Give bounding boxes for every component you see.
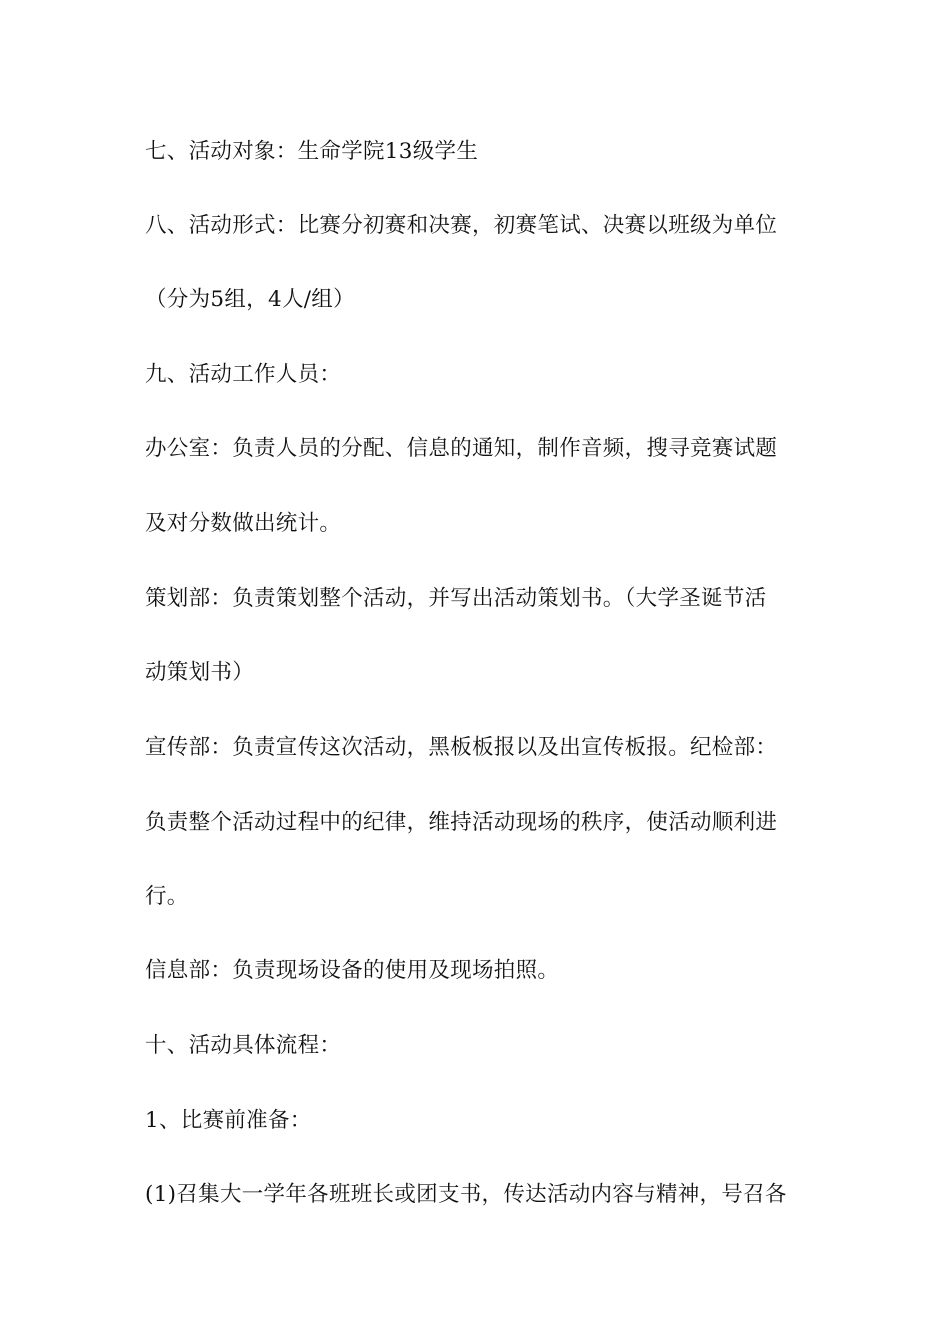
text-line-publicity: 宣传部：负责宣传这次活动，黑板板报以及出宣传板报。纪检部： — [145, 735, 778, 760]
text-line-office: 办公室：负责人员的分配、信息的通知，制作音频，搜寻竞赛试题 — [145, 436, 778, 461]
text-line-office-cont: 及对分数做出统计。 — [145, 511, 342, 536]
text-line-target-audience: 七、活动对象：生命学院13级学生 — [145, 139, 479, 164]
text-line-activity-format: 八、活动形式：比赛分初赛和决赛，初赛笔试、决赛以班级为单位 — [145, 213, 778, 238]
text-line-discipline-cont: 行。 — [145, 884, 189, 909]
text-line-step-1: (1)召集大一学年各班班长或团支书，传达活动内容与精神，号召各 — [145, 1182, 787, 1207]
text-line-process-heading: 十、活动具体流程： — [145, 1033, 342, 1058]
text-line-preparation: 1、比赛前准备： — [145, 1108, 312, 1133]
text-line-information: 信息部：负责现场设备的使用及现场拍照。 — [145, 958, 560, 983]
text-line-discipline: 负责整个活动过程中的纪律，维持活动现场的秩序，使活动顺利进 — [145, 810, 778, 835]
text-line-planning: 策划部：负责策划整个活动，并写出活动策划书。（大学圣诞节活 — [145, 586, 767, 611]
text-line-staff-heading: 九、活动工作人员： — [145, 362, 342, 387]
text-line-activity-format-cont: （分为5组，4人/组） — [145, 287, 355, 312]
text-line-planning-cont: 动策划书） — [145, 660, 255, 685]
